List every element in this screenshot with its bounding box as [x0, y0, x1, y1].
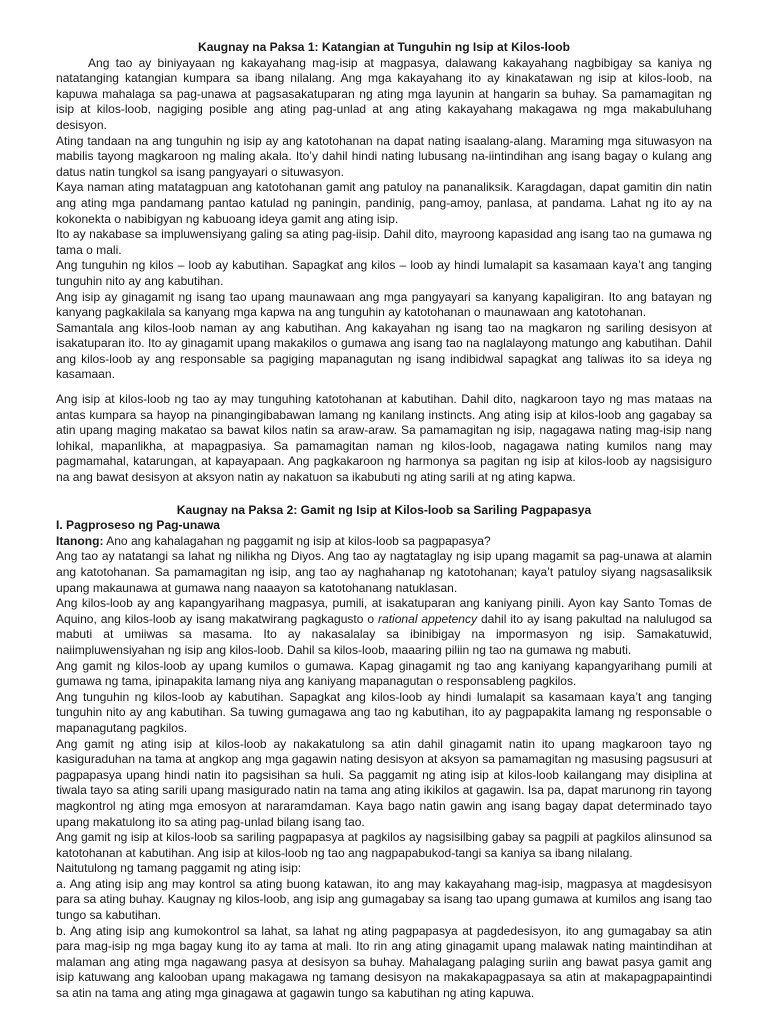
section1-title: Kaugnay na Paksa 1: Katangian at Tunguhin ng Isip at Kilos-loob [198, 40, 570, 54]
spacer [56, 383, 712, 392]
section2-paragraph-5: Ang gamit ng ating isip at kilos-loob ay nakakatulong sa atin dahil ginagamit natin ito upang magkaroon tayo ng kasiguraduhan na tama at angkop ang mga gagawin nating desisyon at aksyon sa pamamagitan ng masusing pagsusuri at pagpapasya upang hindi natin ito pagsisihan sa huli. Sa paggamit ng ating isip at kilos-loob kailangang may disiplina at tiwala tayo sa ating sarili upang masigurado natin na tama ang ating ikikilos at gagawin. Isa pa, dapat marunong rin tayong magkontrol ng ating mga emosyon at nararamdaman. Kaya bago natin gawin ang isang bagay dapat determinado tayo upang makatulong ito sa ating pag-unlad bilang isang tao. [56, 736, 712, 829]
section1-paragraph-6: Ang isip ay ginagamit ng isang tao upang maunawaan ang mga pangyayari sa kanyang kapaligiran. Ito ang batayan ng kanyang pagkakilala sa kanyang mga kapwa na ang tunguhin ay katotohanan o maunawaan ang katotohanan. [56, 289, 712, 320]
section2-paragraph-2 [56, 596, 712, 658]
section2-item-a: a. Ang ating isip ang may kontrol sa ating buong katawan, ito ang may kakayahang mag-isip, magpasya at magdesisyon para sa ating buhay. Kaugnay ng kilos-loob, ang isip ang gumagabay sa isang tao upang gumawa at kumilos ang isang tao tungo sa kabutihan. [56, 876, 712, 923]
spacer [56, 486, 712, 503]
emphasized-term: rational appetency [378, 611, 478, 626]
section1-paragraph-3: Kaya naman ating matatagpuan ang katotohanan gamit ang patuloy na pananaliksik. Karagdagan, dapat gamitin din natin ang ating mga pandamang pantao katulad ng paningin, pandinig, pang-amoy, panlasa, at pandama. Lahat ng ito ay na kokonekta o nabibigyan ng kabuoang ideya gamit ang ating isip. [56, 180, 712, 226]
section2-item-b: b. Ang ating isip ang kumokontrol sa lahat, sa lahat ng ating pagpapasya at pagdedesisyon, ito ang gumagabay sa atin para mag-isip ng mga bagay kung ito ay tama at mali. Ito rin ang ating ginagamit upang malawak nating maintindihan at malaman ang ating mga nagawang pasya at desisyon sa buhay. Mahalagang palaging suriin ang bawat pasya gamit ang isip katuwang ang kalooban upang makagawa ng tamang desisyon na makakapagpasaya sa atin at makapagpapaintindi sa atin na tama ang ating mga ginagawa at gagawin tungo sa kabutihan ng ating kapuwa. [56, 923, 712, 1001]
section2-paragraph-7: Naitutulong ng tamang paggamit ng ating isip: [56, 861, 302, 876]
section2-paragraph-3: Ang gamit ng kilos-loob ay upang kumilos o gumawa. Kapag ginagamit ng tao ang kaniyang kapangyarihang pumili at gumawa ng tama, ipinapakita lamang niya ang kaniyang mapanagutan o responsableng pagkilos. [56, 658, 712, 689]
section1-paragraph-8: Ang isip at kilos-loob ng tao ay may tunguhing katotohanan at kabutihan. Dahil dito, nagkaroon tayo ng mas mataas na antas kumpara sa hayop na pinangingibabawan lamang ng kanilang instincts. Ang ating isip at kilos-loob ang gagabay sa atin upang maging makatao sa bawat kilos natin sa araw-araw. Sa pamamagitan ng isip, nagagawa nating mag-isip nang lohikal, mapanlikha, at mapagpasiya. Sa pamamagitan naman ng kilos-loob, nagagawa nating kumilos nang may pagmamahal, katarungan, at kapayapaan. Ang pagkakaroon ng harmonya sa pagitan ng isip at kilos-loob ay nagsisiguro na ang bawat desisyon at aksyon natin ay nakatuon sa ikabubuti ng ating sarili at ng ating kapwa. [56, 392, 712, 485]
section2-question [56, 534, 712, 550]
section2-paragraph-4: Ang tunguhin ng kilos-loob ay kabutihan. Sapagkat ang kilos-loob ay hindi lumalapit sa kasamaan kaya’t ang tanging tunguhin nito ay ang kabutihan. Sa tuwing gumagawa ang tao ng kabutihan, ito ay pagpapakita lamang ng responsable o mapanagutang pagkilos. [56, 689, 712, 735]
section1-paragraph-4: Ito ay nakabase sa impluwensiyang galing sa ating pag-iisip. Dahil dito, mayroong kapasidad ang isang tao na gumawa ng tama o mali. [56, 227, 712, 257]
question-label: Itanong: [56, 533, 104, 548]
section2-paragraph-6: Ang gamit ng isip at kilos-loob sa sariling pagpapasya at pagkilos ay nagsisilbing gabay sa pagpili at pagkilos alinsunod sa katotohanan at kabutihan. Ang isip at kilos-loob ng tao ang nagpapabukod-tangi sa kaniya sa ibang nilalang. [56, 830, 712, 860]
question-text: Ano ang kahalagahan ng paggamit ng isip at kilos-loob sa pagpapasya? [103, 533, 491, 548]
section2-title-rest: : Gamit ng Isip at Kilos-loob sa Sariling Pagpapasya [293, 502, 592, 517]
section2-title-prefix: Kaugnay na Paksa 2 [176, 502, 294, 517]
section1-paragraph-2: Ating tandaan na ang tunguhin ng isip ay ang katotohanan na dapat nating isaalang-alang. Maraming mga situwasyon na mabilis tayong magkaroon ng maling akala. Ito’y dahil hindi nating lubusang na-iintindihan ang isang bagay o kulang ang datus natin tungkol sa isang pangyayari o situwasyon. [56, 133, 712, 179]
section1-paragraph-5: Ang tunguhin ng kilos – loob ay kabutihan. Sapagkat ang kilos – loob ay hindi lumalapit sa kasamaan kaya’t ang tanging tunguhin nito ay ang kabutihan. [56, 258, 712, 288]
section1-paragraph-7: Samantala ang kilos-loob naman ay ang kabutihan. Ang kakayahan ng isang tao na magkaron ng sariling desisyon at isakatuparan ito. Ito ay ginagamit upang makakilos o gumawa ang isang tao na naglalayong matungo ang kabutihan. Dahil ang kilos-loob ay ang responsable sa pagiging mapanagutan ng isang indibidwal sapagkat ang taliwas ito sa ideya ng kasamaan. [56, 320, 712, 382]
paragraph-text: dahil ito ay isang pakultad na nalulugod sa mabuti at umiiwas sa masama. Ito ay nakasalalay sa ibinibigay na impormasyon ng isip. Samakatuwid, naiimpluwensiyahan ng isip ang kilos-loob. Dahil sa kilos-loob, maaaring piliin ng tao na gumawa ng mabuti. [56, 611, 712, 657]
section2-paragraph-1: Ang tao ay natatangi sa lahat ng nilikha ng Diyos. Ang tao ay nagtataglay ng isip upang magamit sa pag-unawa at alamin ang katotohanan. Sa pamamagitan ng isip, ang tao ay naghahanap ng katotohanan; kaya’t patuloy siyang nagsasaliksik upang makaunawa at gumawa nang naaayon sa katotohanang natuklasan. [56, 549, 712, 595]
paragraph-text: Ang kilos-loob ay ang kapangyarihang magpasya, pumili, at isakatuparan ang kaniyang pinili. Ayon kay Santo Tomas de Aquino, ang kilos-loob ay isang makatwirang pagkagusto o [56, 596, 712, 626]
section2-title [56, 503, 712, 519]
section1-paragraph-1: Ang tao ay biniyayaan ng kakayahang mag-isip at magpasya, dalawang kakayahang nagbibigay sa kaniya ng natatanging katangian kumpara sa ibang nilalang. Ang mga kakayahang ito ay kinakatawan ng isip at kilos-loob, na kapuwa mahalaga sa pag-unawa at pagsasakatuparan ng ating mga layunin at hangarin sa buhay. Sa pamamagitan ng isip at kilos-loob, nagiging posible ang ating pag-unlad at ang ating kakayahang makagawa ng mga makabuluhang desisyon. [56, 55, 712, 132]
section2-subheading: I. Pagproseso ng Pag-unawa [56, 518, 221, 533]
